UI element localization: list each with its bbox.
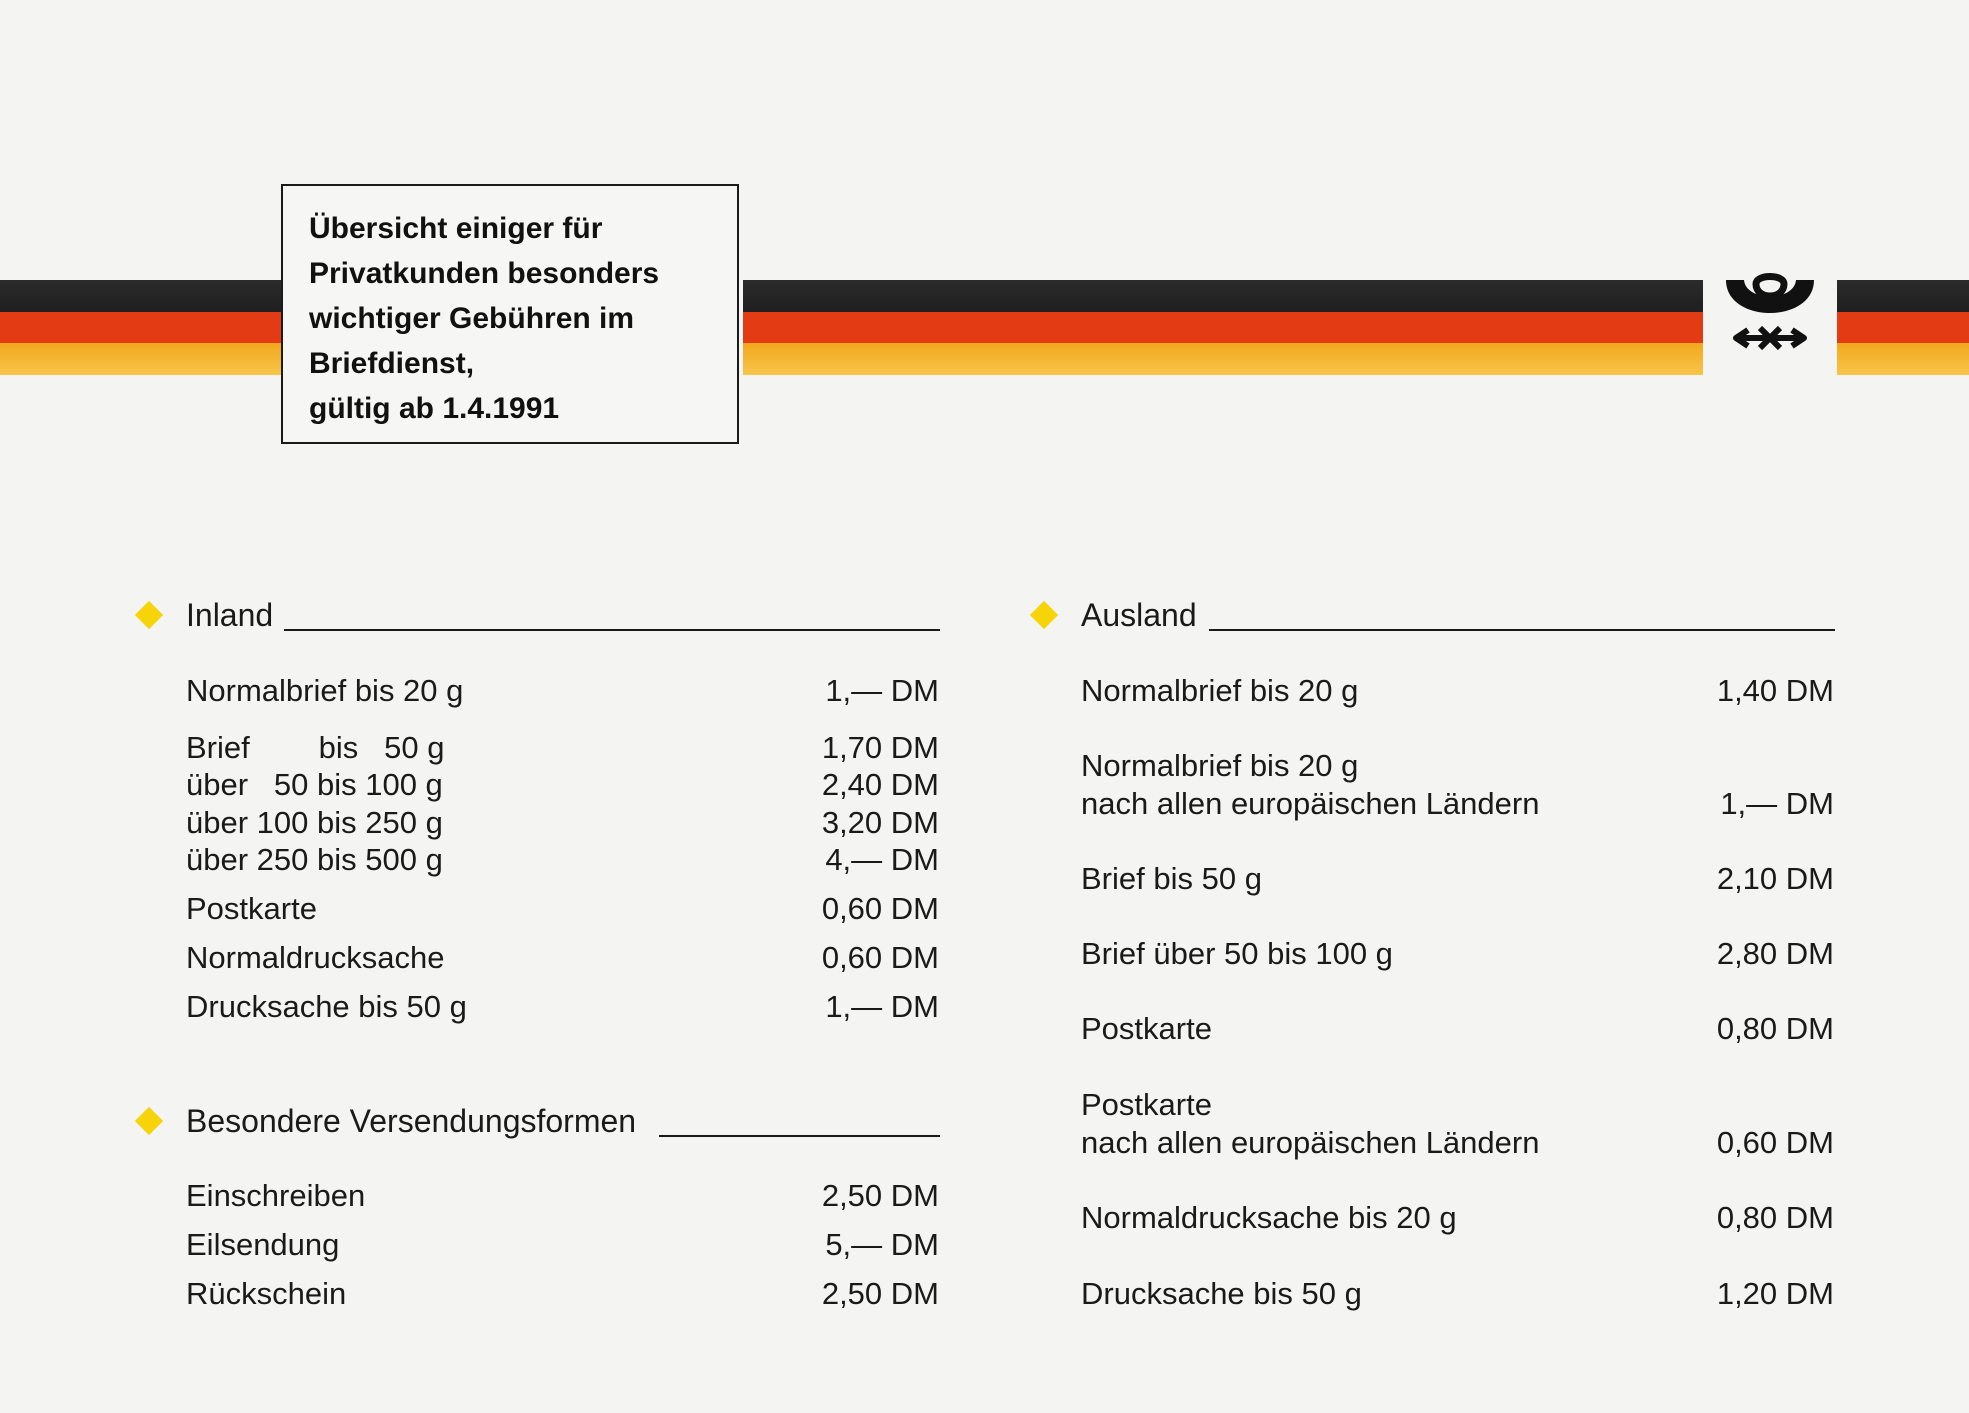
ausland-row-price: 0,80 DM (1716, 1011, 1834, 1046)
section-title: Inland (186, 595, 281, 635)
ausland-row-label (1081, 747, 1539, 823)
inland-row-label: über 50 bis 100 g (186, 767, 443, 802)
ausland-row-label: Normaldrucksache bis 20 g (1081, 1200, 1457, 1235)
heading-rule (659, 1135, 940, 1137)
title-line: gültig ab 1.4.1991 (309, 392, 560, 425)
heading-rule (1209, 629, 1835, 631)
flag-stripe-left (0, 280, 283, 375)
ausland-row-label-sub: nach allen europäischen Ländern (1081, 786, 1540, 821)
ausland-row-price: 1,40 DM (1716, 673, 1834, 708)
inland-row-label: Brief bis 50 g (186, 730, 445, 765)
ausland-row-label: Postkarte (1081, 1011, 1212, 1046)
title-line: Briefdienst, (309, 347, 475, 380)
flag-stripe-middle (743, 280, 1703, 375)
inland-row-price: 1,70 DM (821, 730, 939, 765)
section-title: Ausland (1081, 595, 1205, 635)
ausland-row-label-sub: nach allen europäischen Ländern (1081, 1125, 1540, 1160)
title-box (281, 184, 739, 444)
besondere-row-price: 5,— DM (825, 1227, 939, 1262)
ausland-row-price: 1,— DM (1720, 786, 1834, 821)
bullet-diamond-icon (135, 601, 163, 629)
flag-stripe-right (1837, 280, 1969, 375)
besondere-row-label: Eilsendung (186, 1227, 340, 1262)
inland-row-label: über 100 bis 250 g (186, 805, 443, 840)
inland-row-label: Normaldrucksache (186, 940, 445, 975)
besondere-row-price: 2,50 DM (821, 1276, 939, 1311)
inland-row-label: Normalbrief bis 20 g (186, 673, 464, 708)
bullet-diamond-icon (1030, 601, 1058, 629)
inland-row-price: 0,60 DM (821, 891, 939, 926)
inland-row-price: 4,— DM (825, 842, 939, 877)
inland-row-price: 2,40 DM (821, 767, 939, 802)
ausland-row-price: 0,60 DM (1716, 1125, 1834, 1160)
title-line: Privatkunden besonders (309, 257, 660, 290)
ausland-row-label: Drucksache bis 50 g (1081, 1276, 1362, 1311)
ausland-row-price: 1,20 DM (1716, 1276, 1834, 1311)
section-inland-heading (139, 595, 940, 635)
ausland-row-label: Brief über 50 bis 100 g (1081, 936, 1393, 971)
ausland-row-label (1081, 1086, 1539, 1162)
section-besondere-heading (139, 1101, 940, 1141)
inland-row-label: über 250 bis 500 g (186, 842, 443, 877)
inland-row-label: Postkarte (186, 891, 317, 926)
post-horn-icon (1718, 272, 1822, 352)
besondere-row-label: Rückschein (186, 1276, 347, 1311)
ausland-row-label-main: Normalbrief bis 20 g (1081, 748, 1359, 783)
inland-row-label: Drucksache bis 50 g (186, 989, 467, 1024)
ausland-row-price: 2,10 DM (1716, 861, 1834, 896)
inland-row-price: 0,60 DM (821, 940, 939, 975)
ausland-row-price: 2,80 DM (1716, 936, 1834, 971)
section-ausland-heading (1034, 595, 1835, 635)
title-line: Übersicht einiger für (309, 212, 603, 245)
section-title: Besondere Versendungsformen (186, 1101, 644, 1141)
ausland-row-label: Brief bis 50 g (1081, 861, 1262, 896)
inland-row-price: 1,— DM (825, 989, 939, 1024)
ausland-row-label: Normalbrief bis 20 g (1081, 673, 1359, 708)
ausland-row-label-main: Postkarte (1081, 1087, 1212, 1122)
besondere-row-price: 2,50 DM (821, 1178, 939, 1213)
bullet-diamond-icon (135, 1107, 163, 1135)
ausland-row-price: 0,80 DM (1716, 1200, 1834, 1235)
title-line: wichtiger Gebühren im (309, 302, 635, 335)
heading-rule (284, 629, 940, 631)
inland-row-price: 3,20 DM (821, 805, 939, 840)
besondere-row-label: Einschreiben (186, 1178, 366, 1213)
inland-row-price: 1,— DM (825, 673, 939, 708)
